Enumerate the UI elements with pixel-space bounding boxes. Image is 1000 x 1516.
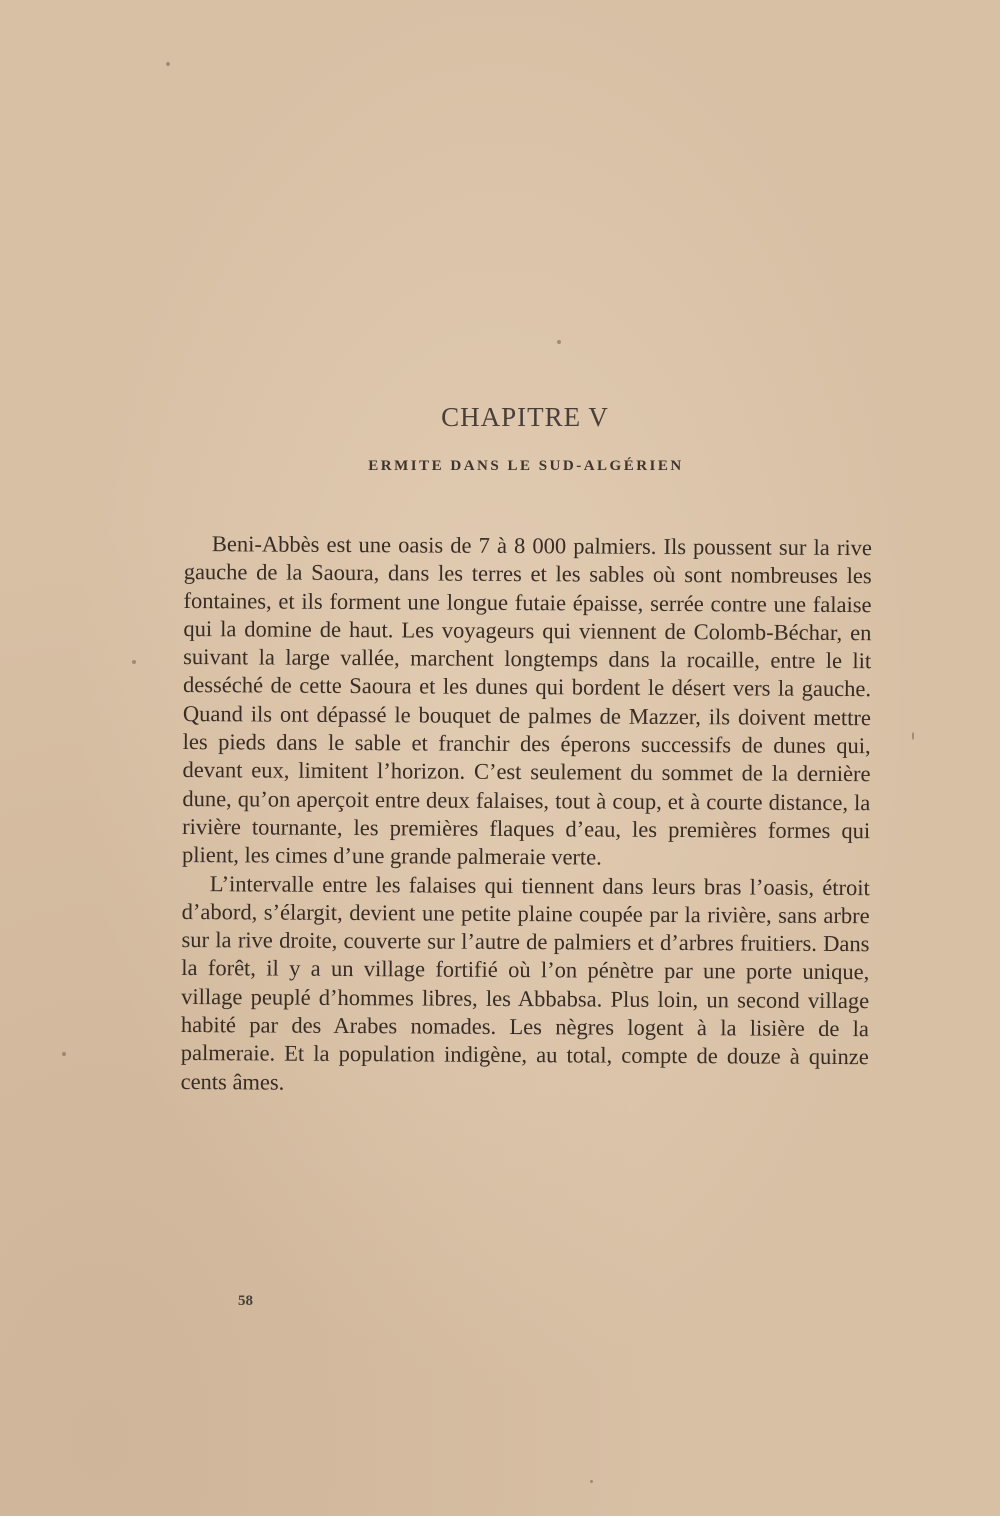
paper-speck xyxy=(912,732,914,740)
body-text xyxy=(181,530,872,1100)
page-number: 58 xyxy=(238,1293,253,1309)
paper-speck xyxy=(557,340,561,344)
paper-speck xyxy=(590,1480,593,1483)
paragraph: Beni-Abbès est une oasis de 7 à 8 000 palmiers. Ils poussent sur la rive gauche de la Saoura, dans les terres et les sables où sont nombreuses les fontaines, et ils forment une longue futaie épaisse, serrée contre une falaise qui la domine de haut. Les voyageurs qui viennent de Colomb-Béchar, en suivant la large vallée, marchent longtemps dans la rocaille, entre le lit desséché de cette Saoura et les dunes qui bordent le désert vers la gauche. Quand ils ont dépassé le bouquet de palmes de Mazzer, ils doivent mettre les pieds dans le sable et franchir des éperons successifs de dunes qui, devant eux, limitent l’horizon. C’est seulement du sommet de la dernière dune, qu’on aperçoit entre deux falaises, tout à coup, et à courte distance, la rivière tournante, les premières flaques d’eau, les premières formes qui plient, les cimes d’une grande palmeraie verte. xyxy=(181,531,872,870)
paper-speck xyxy=(132,660,136,664)
paper-speck xyxy=(62,1052,66,1056)
paper-speck xyxy=(166,62,170,66)
chapter-title: CHAPITRE V xyxy=(441,402,609,432)
chapter-subtitle: ERMITE DANS LE SUD-ALGÉRIEN xyxy=(368,458,684,474)
paragraph: L’intervalle entre les falaises qui tiennent dans leurs bras l’oasis, étroit d’abord, s’élargit, devient une petite plaine coupée par la rivière, sans arbre sur la rive droite, couverte sur l’autre de palmiers et d’arbres fruitiers. Dans la forêt, il y a un village fortifié où l’on pénètre par une porte unique, village peuplé d’hommes libres, les Abbabsa. Plus loin, un second village habité par des Arabes nomades. Les nègres logent à la lisière de la palmeraie. Et la population indigène, au total, compte de douze à quinze cents âmes. xyxy=(180,870,870,1095)
